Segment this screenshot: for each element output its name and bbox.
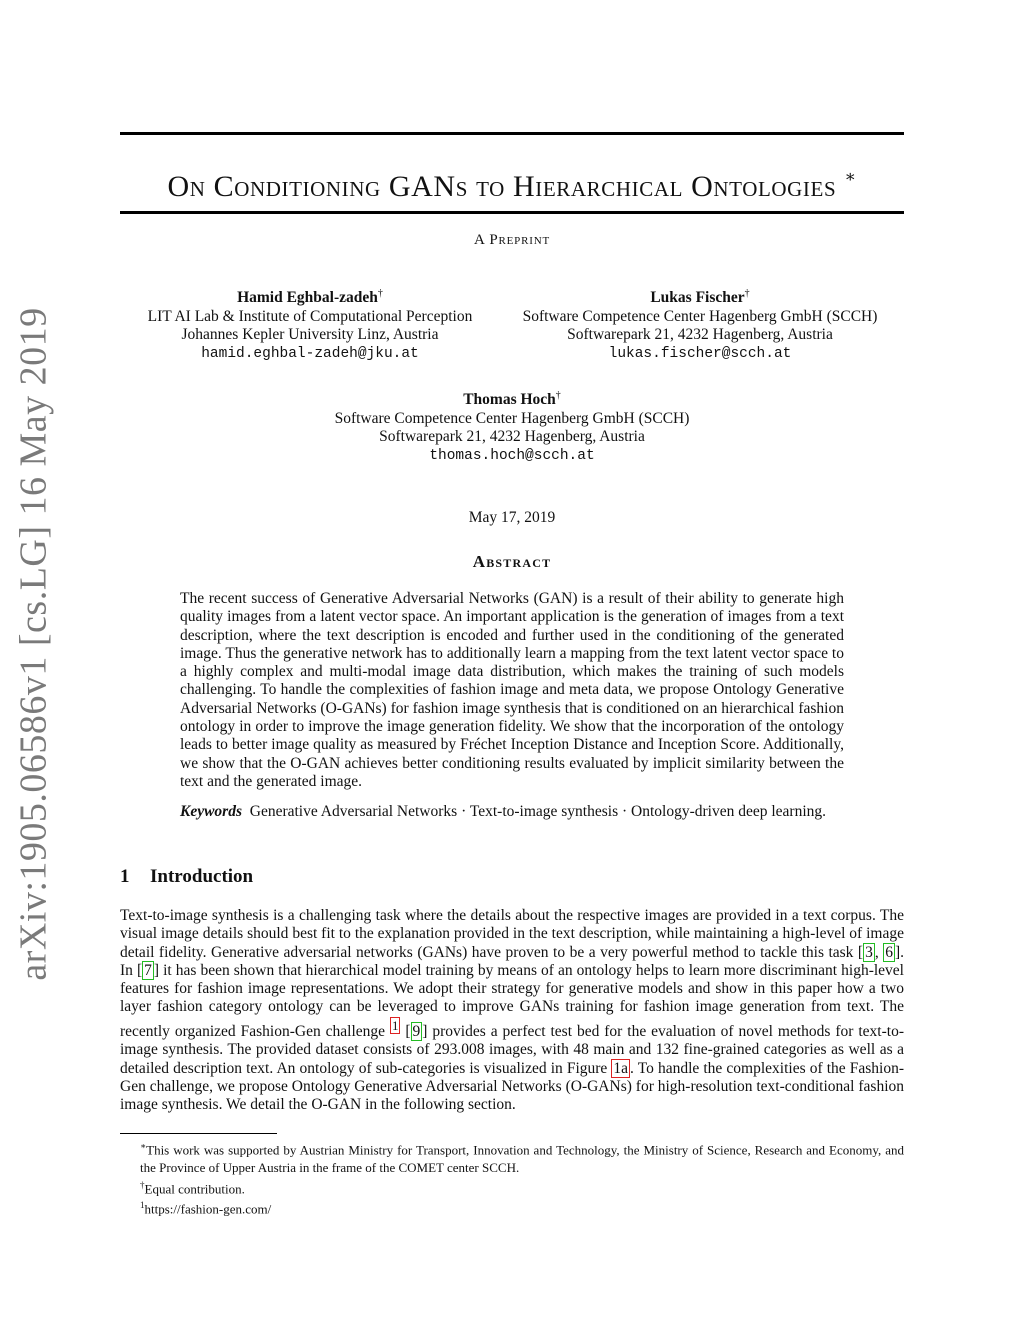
- author-block-1: [120, 285, 500, 363]
- author-name: Thomas Hoch†: [463, 390, 561, 409]
- section-title: Introduction: [150, 866, 254, 887]
- keywords: [180, 803, 844, 821]
- paper-title: On Conditioning GANs to Hierarchical Ontologies ∗: [167, 167, 857, 203]
- author-affiliation: Johannes Kepler University Linz, Austria: [181, 326, 439, 344]
- author-affiliation: Softwarepark 21, 4232 Hagenberg, Austria: [567, 326, 833, 344]
- author-email[interactable]: lukas.fischer@scch.at: [608, 345, 792, 362]
- author-email[interactable]: thomas.hoch@scch.at: [429, 447, 595, 464]
- author-name: Hamid Eghbal-zadeh†: [237, 288, 383, 307]
- publication-date: May 17, 2019: [468, 509, 556, 526]
- abstract-text: The recent success of Generative Adversarial Networks (GAN) is a result of their ability to generate high quality images from a latent vector space. An important application is the generation of images from a text description, where the text description is encoded and further used in the conditioning of the generated image. Thus the generative network has to additionally learn a mapping from the text latent vector space to a highly complex and multi-modal image data distribution, which makes the training of such models challenging. To handle the complexities of fashion image and meta data, we propose Ontology Generative Adversarial Networks (O-GANs) for fashion image synthesis that is conditioned on an hierarchical fashion ontology in order to improve the image generation fidelity. We show that the incorporation of the ontology leads to better image quality as measured by Fréchet Inception Distance and Inception Score. Additionally, we show that the O-GAN achieves better conditioning results evaluated by implicit similarity between the text and the generated image.: [180, 590, 844, 790]
- author-affiliation: Software Competence Center Hagenberg GmbH (SCCH): [522, 307, 878, 325]
- footnote-equal-contribution: †Equal contribution.: [140, 1179, 245, 1196]
- author-affiliation: Software Competence Center Hagenberg GmbH (SCCH): [334, 409, 690, 427]
- arxiv-identifier-stamp: [10, 307, 58, 981]
- author-name: Lukas Fischer†: [650, 288, 750, 307]
- introduction-paragraph: Text-to-image synthesis is a challenging task where the details about the respective images are provided in a text corpus. The visual image details should best fit to the explanation provided in the text description, while maintaining a high-level of image detail fidelity. Generative adversarial networks (GANs) have proven to be a very powerful method to tackle this task [ 3 , 6 ]. In [ 7 ] it has been shown that hierarchical model training by means of an ontology helps to learn more discriminant high-level features for fashion image representations. We adopt their strategy for generative models and show in this paper how a two layer fashion category ontology can be leveraged to improve GANs training for fashion image generation from text. The recently organized Fashion-Gen challenge $^1$ [ 9 ] provides a perfect test bed for the evaluation of novel methods for text-to-image synthesis. The provided dataset consists of 293.008 images, with 48 main and 132 fine-grained categories as well as a detailed description text. An ontology of sub-categories is visualized in Figure 1a . To handle the complexities of the Fashion-Gen challenge, we propose Ontology Generative Adversarial Networks (O-GANs) for high-resolution text-conditional fashion image synthesis. We detail the O-GAN in the following section.: [120, 907, 905, 1114]
- footnote-link[interactable]: 1: [391, 1017, 399, 1033]
- preprint-label: A Preprint: [474, 232, 550, 248]
- title-bottom-rule: [120, 211, 904, 214]
- author-block-2: [500, 285, 900, 363]
- footnote-funding: ∗This work was supported by Austrian Ministry for Transport, Innovation and Technology, the Ministry of Science, Research and Economy, and the Province of Upper Austria in the frame of the COMET center SCCH.: [140, 1141, 904, 1175]
- title-top-rule: [120, 132, 904, 135]
- title-footnote-marker: ∗: [844, 167, 857, 186]
- author-affiliation: Softwarepark 21, 4232 Hagenberg, Austria: [379, 428, 645, 446]
- citation-link[interactable]: 9: [412, 1022, 421, 1040]
- citation-link[interactable]: 7: [144, 961, 152, 979]
- arxiv-id-text: arXiv:1905.06586v1 [cs.LG] 16 May 2019: [13, 307, 56, 981]
- section-number: 1: [120, 866, 130, 887]
- citation-link[interactable]: 3: [865, 943, 873, 961]
- section-heading: [120, 866, 253, 888]
- fashion-gen-link[interactable]: https://fashion-gen.com/: [144, 1201, 272, 1217]
- footnotes: [120, 1138, 904, 1218]
- keywords-label: Keywords: [180, 803, 242, 820]
- footnote-divider: [120, 1133, 277, 1134]
- abstract-heading: Abstract: [472, 552, 552, 571]
- author-email[interactable]: hamid.eghbal-zadeh@jku.at: [201, 345, 419, 362]
- footnote-url: $^1$https://fashion-gen.com/: [140, 1200, 272, 1217]
- author-block-3: [300, 387, 724, 465]
- figure-link[interactable]: 1a: [613, 1059, 629, 1077]
- keywords-text: Generative Adversarial Networks · Text-to-image synthesis · Ontology-driven deep learning.: [249, 803, 827, 820]
- citation-link[interactable]: 6: [885, 943, 893, 961]
- author-affiliation: LIT AI Lab & Institute of Computational Perception: [147, 307, 473, 325]
